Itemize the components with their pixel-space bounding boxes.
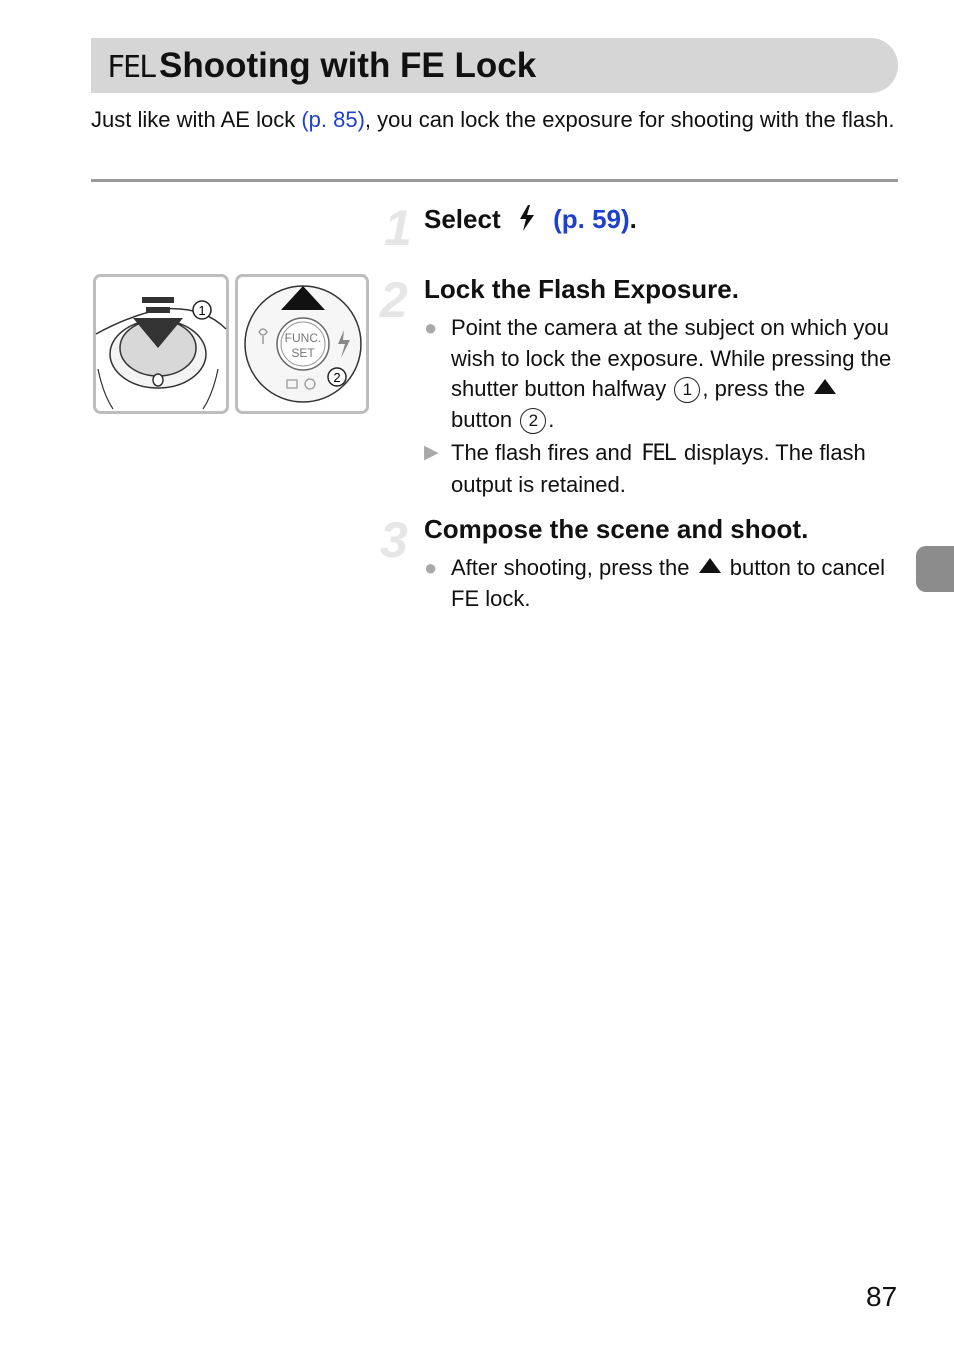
bullet-text: Point the camera at the subject on which you wish to lock the exposure. While pressing the shutter button halfway — [451, 315, 892, 401]
bullet-text: button — [451, 406, 513, 432]
link-p59[interactable]: (p. 59) — [553, 204, 630, 234]
camera-controls-illustration — [93, 274, 371, 416]
bullet-text: , press the — [702, 376, 806, 401]
step-heading-text: Select — [424, 204, 501, 234]
shutter-button-illustration — [95, 276, 228, 413]
callout-1: 1 — [198, 303, 206, 318]
bullet-text: . — [548, 406, 555, 432]
bullet-text: The flash fires and — [451, 440, 632, 465]
step-heading — [424, 203, 637, 234]
fe-lock-icon: FEL — [641, 441, 675, 466]
bullet-dot-icon: ● — [424, 555, 438, 580]
bullet-text: displays. The flash output is retained. — [451, 440, 866, 497]
result-arrow-icon: ▶ — [424, 442, 439, 463]
up-button-icon — [699, 558, 721, 573]
intro-text-end: , you can lock the exposure for shooting with the flash. — [364, 107, 895, 132]
control-dial-illustration — [237, 276, 368, 413]
intro-paragraph — [91, 106, 906, 134]
list-item — [424, 553, 904, 614]
up-button-icon — [814, 379, 836, 394]
callout-1: 1 — [674, 377, 700, 403]
callout-2: 2 — [520, 408, 546, 434]
step-number: 3 — [380, 512, 408, 568]
func-label: FUNC. — [284, 331, 322, 345]
section-title-bar — [91, 38, 898, 93]
step-number: 2 — [380, 272, 408, 328]
page-title: Shooting with FE Lock — [159, 46, 537, 85]
chapter-tab — [916, 546, 954, 592]
step-heading: Compose the scene and shoot. — [424, 514, 809, 544]
list-item — [424, 313, 904, 435]
bullet-text: button to cancel FE lock. — [451, 555, 886, 611]
list-item — [424, 438, 904, 500]
link-p85[interactable]: (p. 85) — [301, 107, 365, 132]
bullet-dot-icon: ● — [424, 315, 438, 340]
step-heading: Lock the Flash Exposure. — [424, 274, 739, 304]
callout-2: 2 — [333, 370, 341, 385]
divider-rule — [91, 179, 898, 182]
step-number: 1 — [384, 200, 412, 256]
set-label: SET — [291, 346, 315, 360]
flash-on-icon — [514, 203, 540, 233]
page-number: 87 — [866, 1281, 898, 1312]
fe-lock-icon: FEL — [107, 50, 156, 85]
bullet-text: After shooting, press the — [451, 555, 690, 580]
step-heading-period: . — [629, 204, 637, 234]
intro-text: Just like with AE lock — [91, 107, 302, 132]
